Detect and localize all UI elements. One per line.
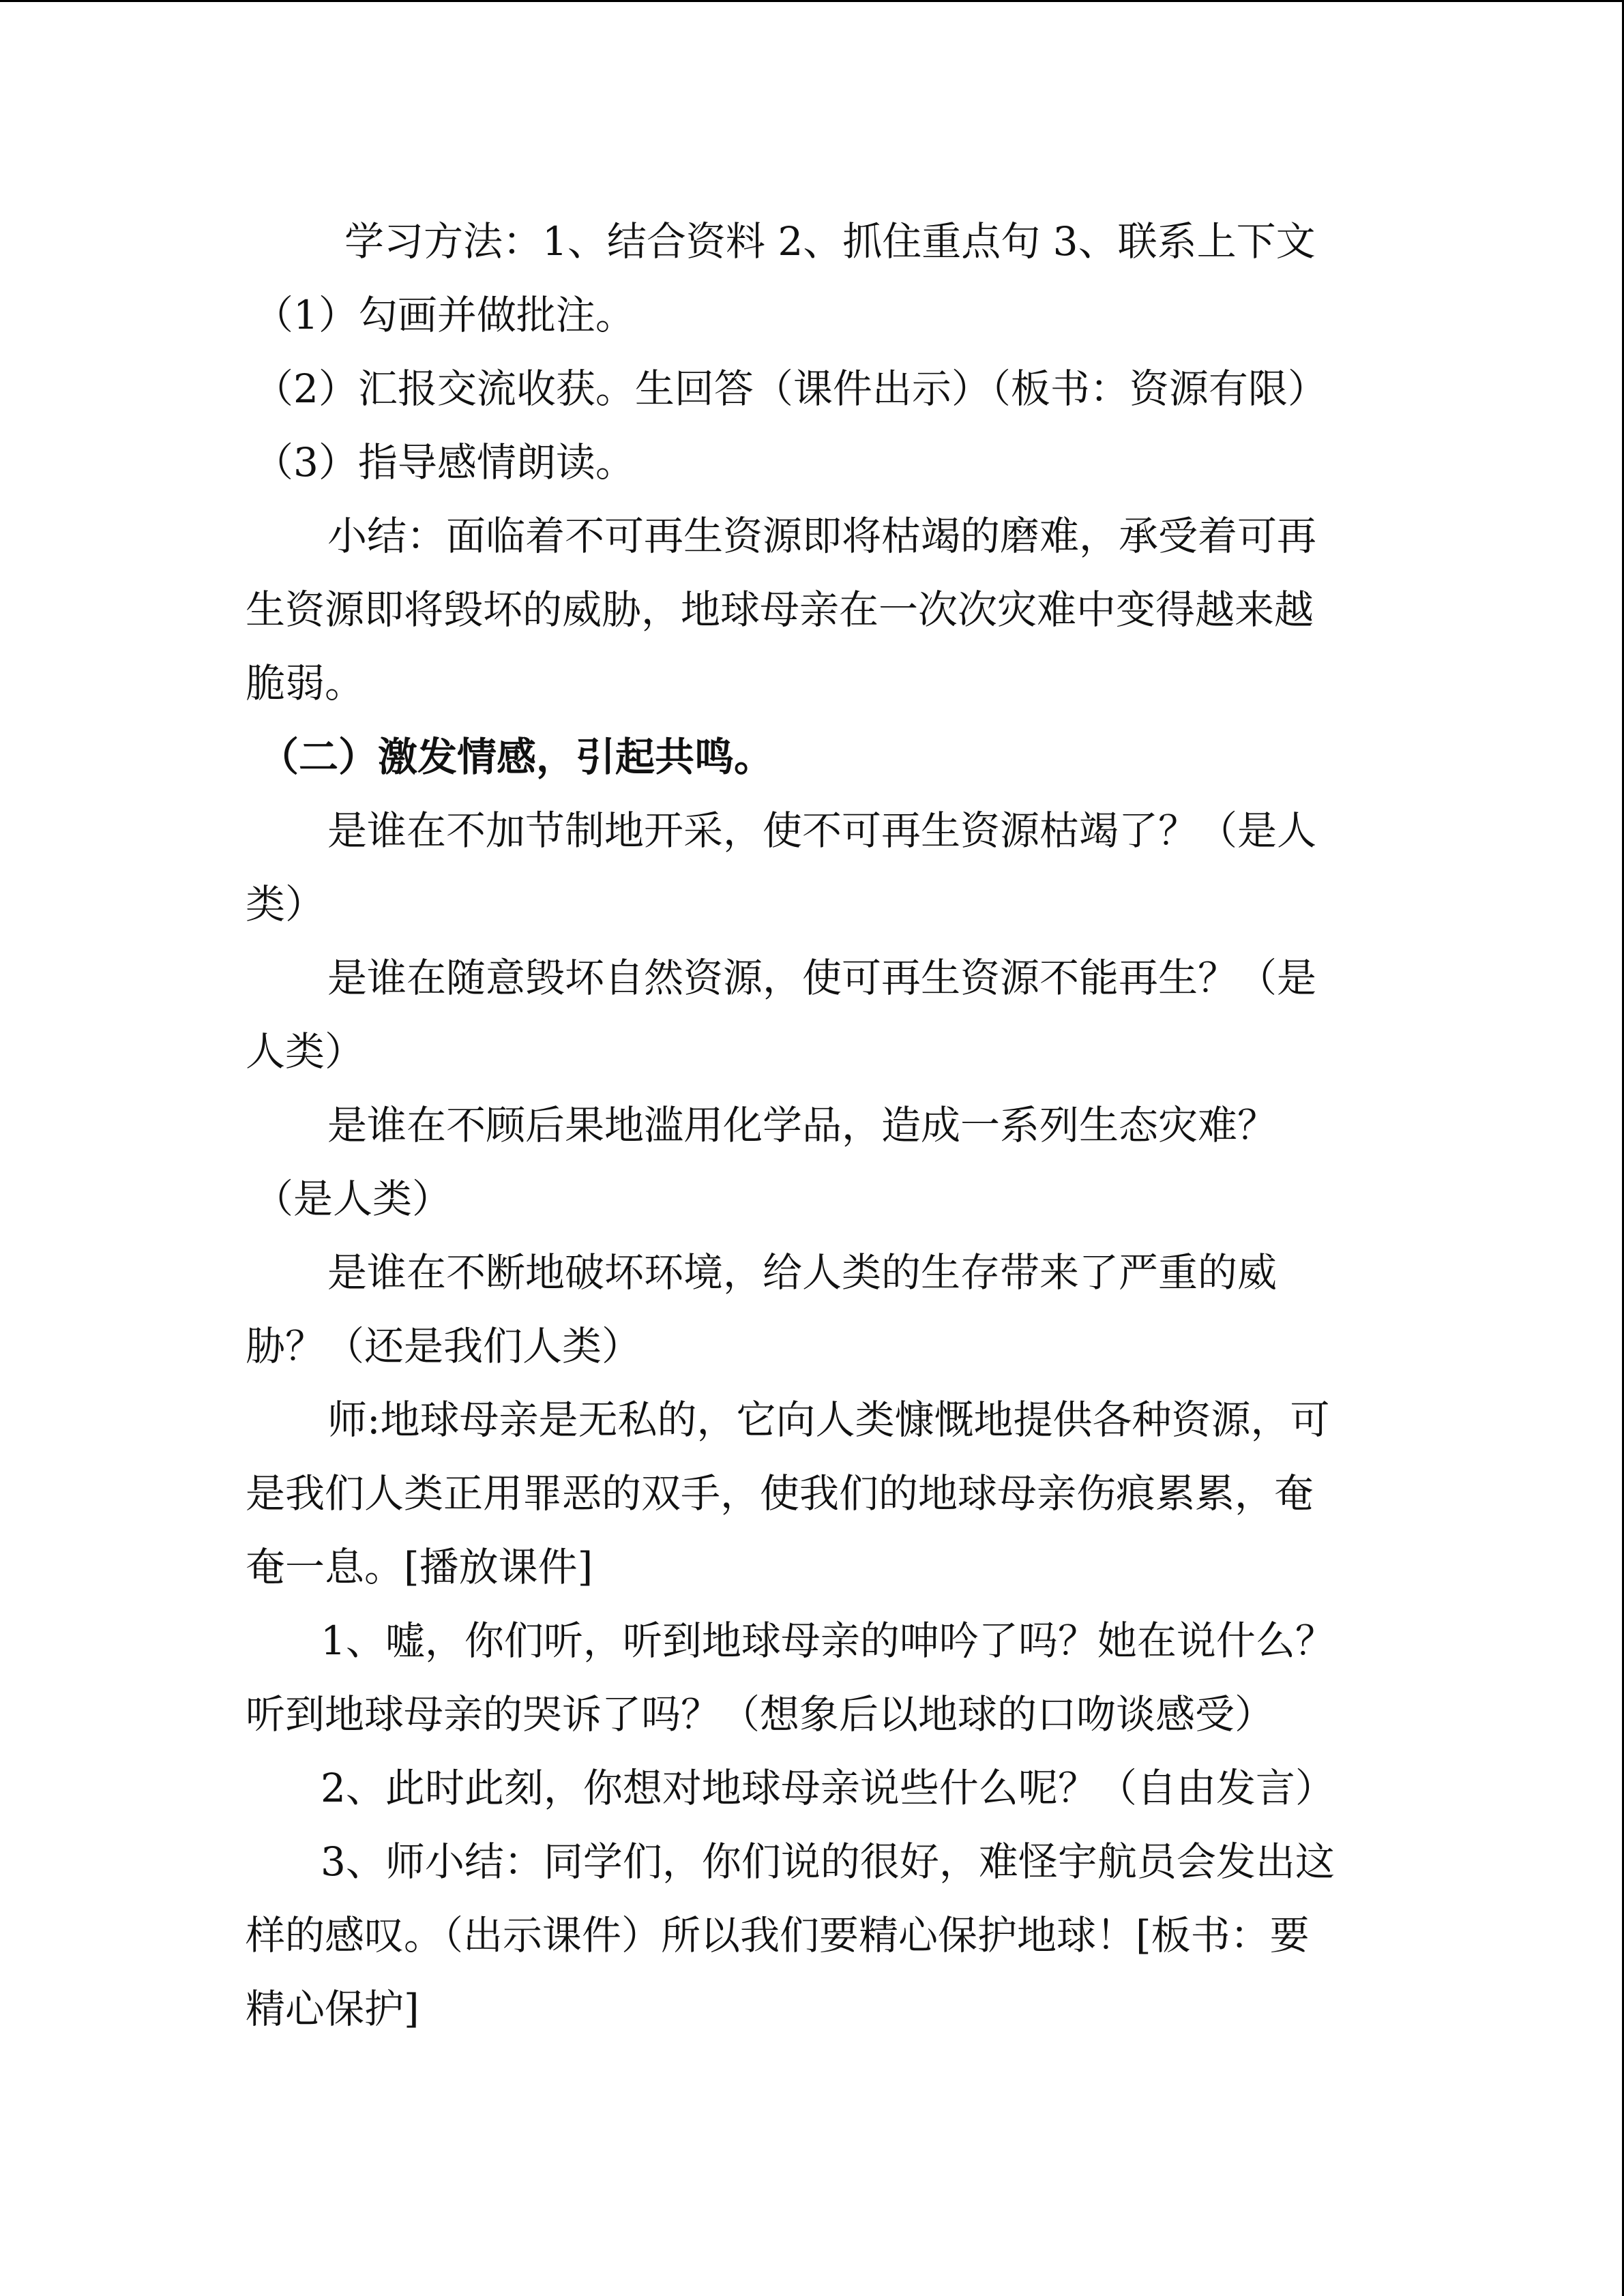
text-line: 是我们人类正用罪恶的双手，使我们的地球母亲伤痕累累，奄 — [246, 1470, 1314, 1517]
text-line: （是人类） — [254, 1176, 452, 1222]
text-line: 1、嘘，你们听，听到地球母亲的呻吟了吗？她在说什么？ — [321, 1617, 1335, 1664]
text-line: 类） — [246, 881, 325, 927]
text-line: 是谁在不顾后果地滥用化学品，造成一系列生态灾难？ — [327, 1102, 1278, 1148]
page-border-top — [0, 0, 1624, 2]
text-line: （2）汇报交流收获。生回答（课件出示）（板书：资源有限） — [254, 366, 1327, 412]
text-line: 胁？（还是我们人类） — [246, 1323, 642, 1369]
text-line: 样的感叹。（出示课件）所以我们要精心保护地球！[板书：要 — [246, 1912, 1310, 1958]
text-line: 听到地球母亲的哭诉了吗？（想象后以地球的口吻谈感受） — [246, 1691, 1275, 1738]
text-line: 精心保护] — [246, 1986, 419, 2032]
text-line: （3）指导感情朗读。 — [254, 439, 635, 486]
text-line: 奄一息。[播放课件] — [246, 1544, 593, 1590]
text-line: 是谁在不加节制地开采，使不可再生资源枯竭了？（是人 — [327, 807, 1317, 854]
text-line: 小结：面临着不可再生资源即将枯竭的磨难，承受着可再 — [327, 513, 1317, 559]
text-line: 是谁在不断地破坏环境，给人类的生存带来了严重的威 — [327, 1249, 1278, 1296]
text-line: 2、此时此刻，你想对地球母亲说些什么呢？（自由发言） — [321, 1765, 1335, 1811]
section-heading: （二）激发情感，引起共鸣。 — [259, 734, 774, 780]
text-line: 学习方法：1、结合资料 2、抓住重点句 3、联系上下文 — [344, 218, 1316, 265]
text-line: 3、师小结：同学们，你们说的很好，难怪宇航员会发出这 — [321, 1838, 1335, 1885]
text-line: 是谁在随意毁坏自然资源，使可再生资源不能再生？（是 — [327, 955, 1317, 1001]
text-line: 师:地球母亲是无私的，它向人类慷慨地提供各种资源，可 — [327, 1397, 1330, 1443]
text-line: 人类） — [246, 1028, 365, 1075]
text-line: （1）勾画并做批注。 — [254, 292, 635, 338]
text-line: 脆弱。 — [246, 660, 365, 706]
text-line: 生资源即将毁坏的威胁，地球母亲在一次次灾难中变得越来越 — [246, 586, 1314, 633]
